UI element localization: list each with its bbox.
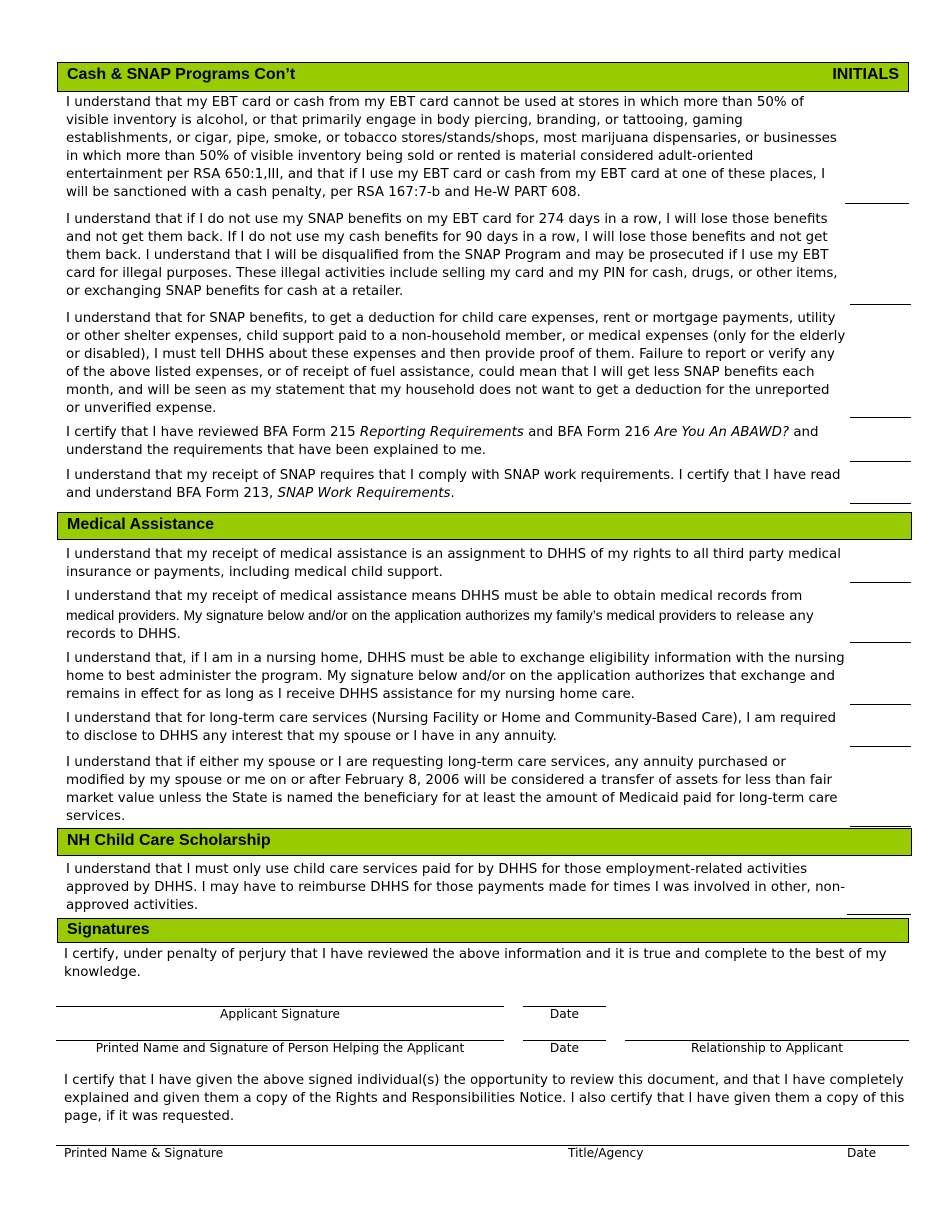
initials-line[interactable] xyxy=(850,826,911,827)
initials-line[interactable] xyxy=(850,582,911,583)
initials-line[interactable] xyxy=(850,704,911,705)
initials-line[interactable] xyxy=(850,503,911,504)
paragraph-worker-certification: I certify that I have given the above signed individual(s) the opportunity to review this document, and that I have completely explained and given them a copy of the Rights and Responsibilities Notice. I also certify that I have given them a copy of this page, if it was requested. xyxy=(64,1073,905,1124)
paragraph-snap-deductions: I understand that for SNAP benefits, to get a deduction for child care expenses, rent or mortgage payments, utility or other shelter expenses, child support paid to a non-household member, or medical expenses (only for the elderly or disabled), I must tell DHHS about these expenses and then provide proof of them. Failure to report or verify any of the above listed expenses, or of receipt of fuel assistance, could mean that I will get less SNAP benefits each month, and will be seen as my statement that my household does not want to get a deduction for the unreported or unverified expense. xyxy=(66,311,846,416)
paragraph-nursing-home: I understand that, if I am in a nursing home, DHHS must be able to exchange eligibility information with the nursing home to best administer the program. My signature below and/or on the application authorizes that exchange and remains in effect for as long as I receive DHHS assistance for my nursing home care. xyxy=(66,651,845,702)
section-title: Signatures xyxy=(67,921,150,938)
initials-line[interactable] xyxy=(850,642,911,643)
date-label: Date xyxy=(847,1146,877,1160)
paragraph-work-requirements: I understand that my receipt of SNAP requires that I comply with SNAP work requirements. I certify that I have read and understand BFA Form 213, SNAP Work Requirements. xyxy=(66,468,841,501)
form-title: SNAP Work Requirements xyxy=(277,486,451,501)
paragraph-snap-benefits-loss: I understand that if I do not use my SNAP benefits on my EBT card for 274 days in a row, I will lose those benefits and not get them back. If I do not use my cash benefits for 90 days in a row, I will lose those benefits and not get them back. I understand that I will be disqualified from the SNAP Program and may be prosecuted if I use my EBT card for illegal purposes. These illegal activities include selling my card and my PIN for cash, drugs, or other items, or exchanging SNAP benefits for cash at a retailer. xyxy=(66,212,838,299)
initials-line[interactable] xyxy=(850,461,911,462)
initials-line[interactable] xyxy=(845,203,909,204)
paragraph-annuity-disclosure: I understand that for long-term care services (Nursing Facility or Home and Community-Based Care), I am required to disclose to DHHS any interest that my spouse or I have in any annuity. xyxy=(66,711,837,744)
date-label: Date xyxy=(549,1007,580,1021)
section-header-cash-snap xyxy=(57,62,909,92)
printed-name-label: Printed Name & Signature xyxy=(64,1146,224,1160)
paragraph-medical-records: I understand that my receipt of medical assistance means DHHS must be able to obtain medical records from medical providers. My signature below and/or on the application authorizes my family’s medical providers to release any records to DHHS. xyxy=(66,589,814,642)
paragraph-reporting-requirements: I certify that I have reviewed BFA Form 215 Reporting Requirements and BFA Form 216 Are You An ABAWD? and understand the requirements that have been explained to me. xyxy=(66,425,819,458)
initials-label: INITIALS xyxy=(832,66,899,83)
section-header-signatures xyxy=(57,918,909,943)
section-header-medical-assistance xyxy=(57,512,912,540)
initials-line[interactable] xyxy=(850,304,911,305)
paragraph-child-care: I understand that I must only use child care services paid for by DHHS for those employment-related activities approved by DHHS. I may have to reimburse DHHS for those payments made for times I was involved in other, non-approved activities. xyxy=(66,862,846,913)
paragraph-annuity-transfer: I understand that if either my spouse or I are requesting long-term care services, any annuity purchased or modified by my spouse or me on or after February 8, 2006 will be considered a transfer of assets for less than fair market value unless the State is named the beneficiary for at least the amount of Medicaid paid for long-term care services. xyxy=(66,755,838,824)
date-label: Date xyxy=(549,1041,580,1055)
helper-signature-label: Printed Name and Signature of Person Helping the Applicant xyxy=(95,1041,465,1055)
form-title: Are You An ABAWD? xyxy=(654,425,790,440)
form-title: Reporting Requirements xyxy=(359,425,524,440)
initials-line[interactable] xyxy=(847,914,911,915)
paragraph-medical-assignment: I understand that my receipt of medical assistance is an assignment to DHHS of my rights to all third party medical insurance or payments, including medical child support. xyxy=(66,547,841,580)
section-title: Medical Assistance xyxy=(67,516,215,533)
title-agency-label: Title/Agency xyxy=(568,1146,644,1160)
section-header-child-care xyxy=(57,828,912,856)
relationship-label: Relationship to Applicant xyxy=(690,1041,844,1055)
applicant-signature-label: Applicant Signature xyxy=(220,1007,340,1021)
section-title: NH Child Care Scholarship xyxy=(67,832,271,849)
paragraph-perjury-certification: I certify, under penalty of perjury that I have reviewed the above information and it is true and complete to the best of my knowledge. xyxy=(64,947,887,980)
paragraph-ebt-restrictions: I understand that my EBT card or cash from my EBT card cannot be used at stores in which more than 50% of visible inventory is alcohol, or that primarily engage in body piercing, branding, or tattooing, gaming establishments, or cigar, pipe, smoke, or tobacco stores/stands/shops, most marijuana dispensaries, or businesses in which more than 50% of visible inventory being sold or rented is material considered adult-oriented entertainment per RSA 650:1,III, and that if I use my EBT card or cash from my EBT card at one of these places, I will be sanctioned with a cash penalty, per RSA 167:7-b and He-W PART 608. xyxy=(66,95,837,200)
section-title: Cash & SNAP Programs Con’t xyxy=(67,66,296,83)
initials-line[interactable] xyxy=(850,746,911,747)
initials-line[interactable] xyxy=(850,417,911,418)
